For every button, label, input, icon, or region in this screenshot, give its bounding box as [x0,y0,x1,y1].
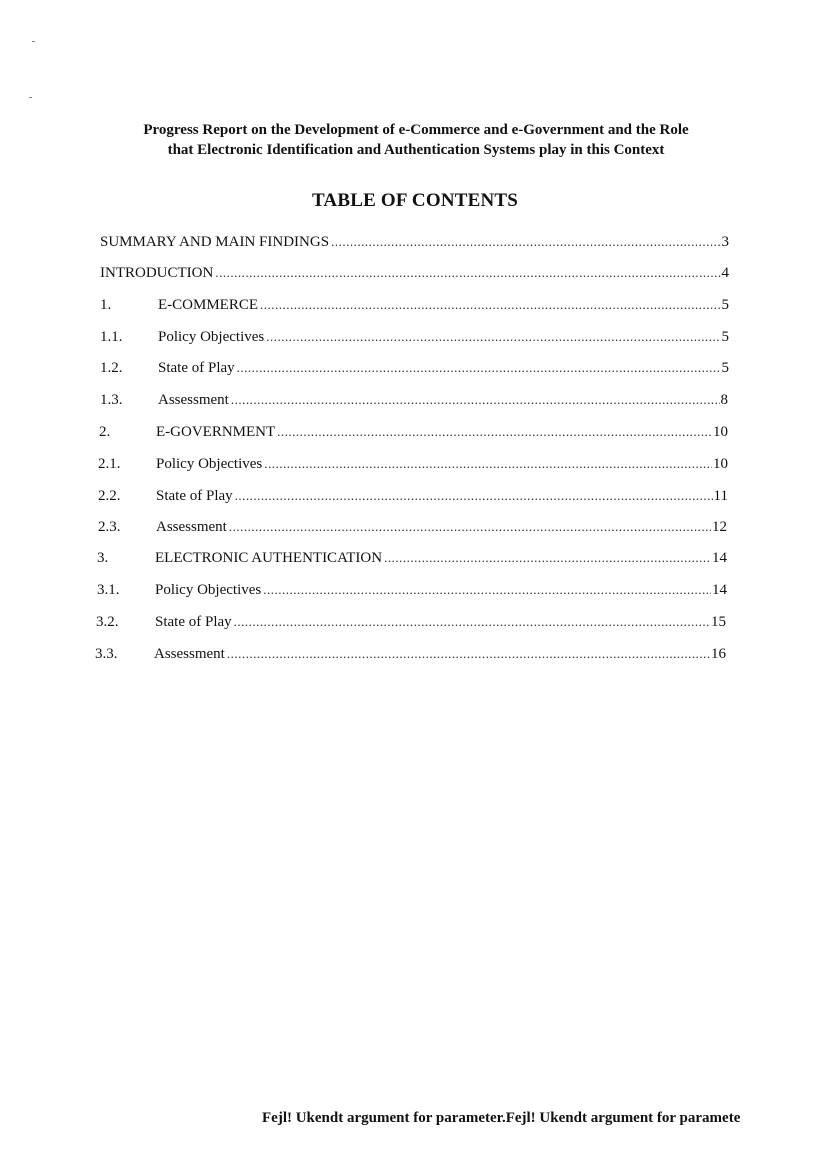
toc-entry[interactable] [98,455,728,473]
toc-entry-page-number: 5 [721,360,729,376]
toc-entry-page-number: 10 [713,424,728,440]
toc-entry-label: Assessment [158,392,229,408]
toc-entry-page-number: 11 [713,488,728,504]
toc-dot-leader [234,613,710,631]
toc-entry-label: Assessment [154,646,225,662]
toc-dot-leader [384,549,711,567]
toc-entry-page-number: 3 [721,234,729,250]
report-title-line-1: Progress Report on the Development of e-Commerce and e-Government and the Role [143,122,689,138]
toc-entry-label: State of Play [155,614,232,630]
toc-entry-label: State of Play [156,488,233,504]
toc-entry[interactable] [100,264,729,282]
toc-entry-label: E-GOVERNMENT [156,424,276,440]
toc-dot-leader [277,423,712,441]
toc-dot-leader [266,328,720,346]
toc-entry-label: INTRODUCTION [100,265,214,281]
toc-entry-number: 3.2. [96,614,119,630]
toc-entry-number: 3.1. [97,582,120,598]
toc-dot-leader [237,359,721,377]
toc-entry-label: E-COMMERCE [158,297,259,313]
toc-entry-number: 1.1. [100,329,123,345]
toc-entry-label: Assessment [156,519,227,535]
toc-entry-number: 2.3. [98,519,121,535]
toc-entry[interactable] [97,581,727,599]
toc-entry-number: 2.2. [98,488,121,504]
toc-entry-page-number: 5 [721,297,729,313]
toc-entry-label: State of Play [158,360,235,376]
toc-entry[interactable] [100,328,729,346]
toc-entry[interactable] [100,296,729,314]
toc-dot-leader [229,518,711,536]
toc-entry[interactable] [97,549,727,567]
toc-entry[interactable] [96,613,726,631]
toc-heading: TABLE OF CONTENTS [311,190,519,211]
toc-entry-number: 1.2. [100,360,123,376]
toc-entry-page-number: 5 [721,329,729,345]
toc-dot-leader [260,296,720,314]
toc-dot-leader [227,645,710,663]
toc-entry-page-number: 4 [721,265,729,281]
toc-entry-number: 3.3. [95,646,118,662]
toc-entry[interactable] [98,487,728,505]
toc-entry-label: SUMMARY AND MAIN FINDINGS [100,234,330,250]
report-title-line-2: that Electronic Identification and Authentication Systems play in this Context [167,142,665,158]
toc-entry-number: 2. [99,424,111,440]
toc-entry[interactable] [99,423,728,441]
toc-entry-page-number: 8 [720,392,728,408]
toc-entry[interactable] [100,391,728,409]
toc-entry[interactable] [95,645,726,663]
toc-dot-leader [263,581,711,599]
toc-entry-page-number: 10 [713,456,728,472]
toc-entry-label: Policy Objectives [155,582,262,598]
toc-dot-leader [231,391,720,409]
toc-entry-page-number: 15 [711,614,726,630]
toc-entry-number: 3. [97,550,109,566]
toc-entry[interactable] [100,359,729,377]
toc-dot-leader [235,487,713,505]
toc-entry-number: 2.1. [98,456,121,472]
toc-dot-leader [215,264,720,282]
toc-entry-page-number: 12 [712,519,727,535]
toc-dot-leader [331,233,720,251]
toc-entry-page-number: 14 [712,550,727,566]
toc-entry-label: ELECTRONIC AUTHENTICATION [155,550,383,566]
toc-entry-label: Policy Objectives [156,456,263,472]
page-footer: Fejl! Ukendt argument for parameter.Fejl! Ukendt argument for paramete [262,1110,741,1126]
toc-entry[interactable] [100,233,729,251]
toc-entry[interactable] [98,518,727,536]
toc-entry-page-number: 14 [712,582,727,598]
toc-entry-number: 1.3. [100,392,123,408]
toc-entry-page-number: 16 [711,646,726,662]
toc-entry-number: 1. [100,297,112,313]
toc-entry-label: Policy Objectives [158,329,265,345]
toc-dot-leader [264,455,712,473]
